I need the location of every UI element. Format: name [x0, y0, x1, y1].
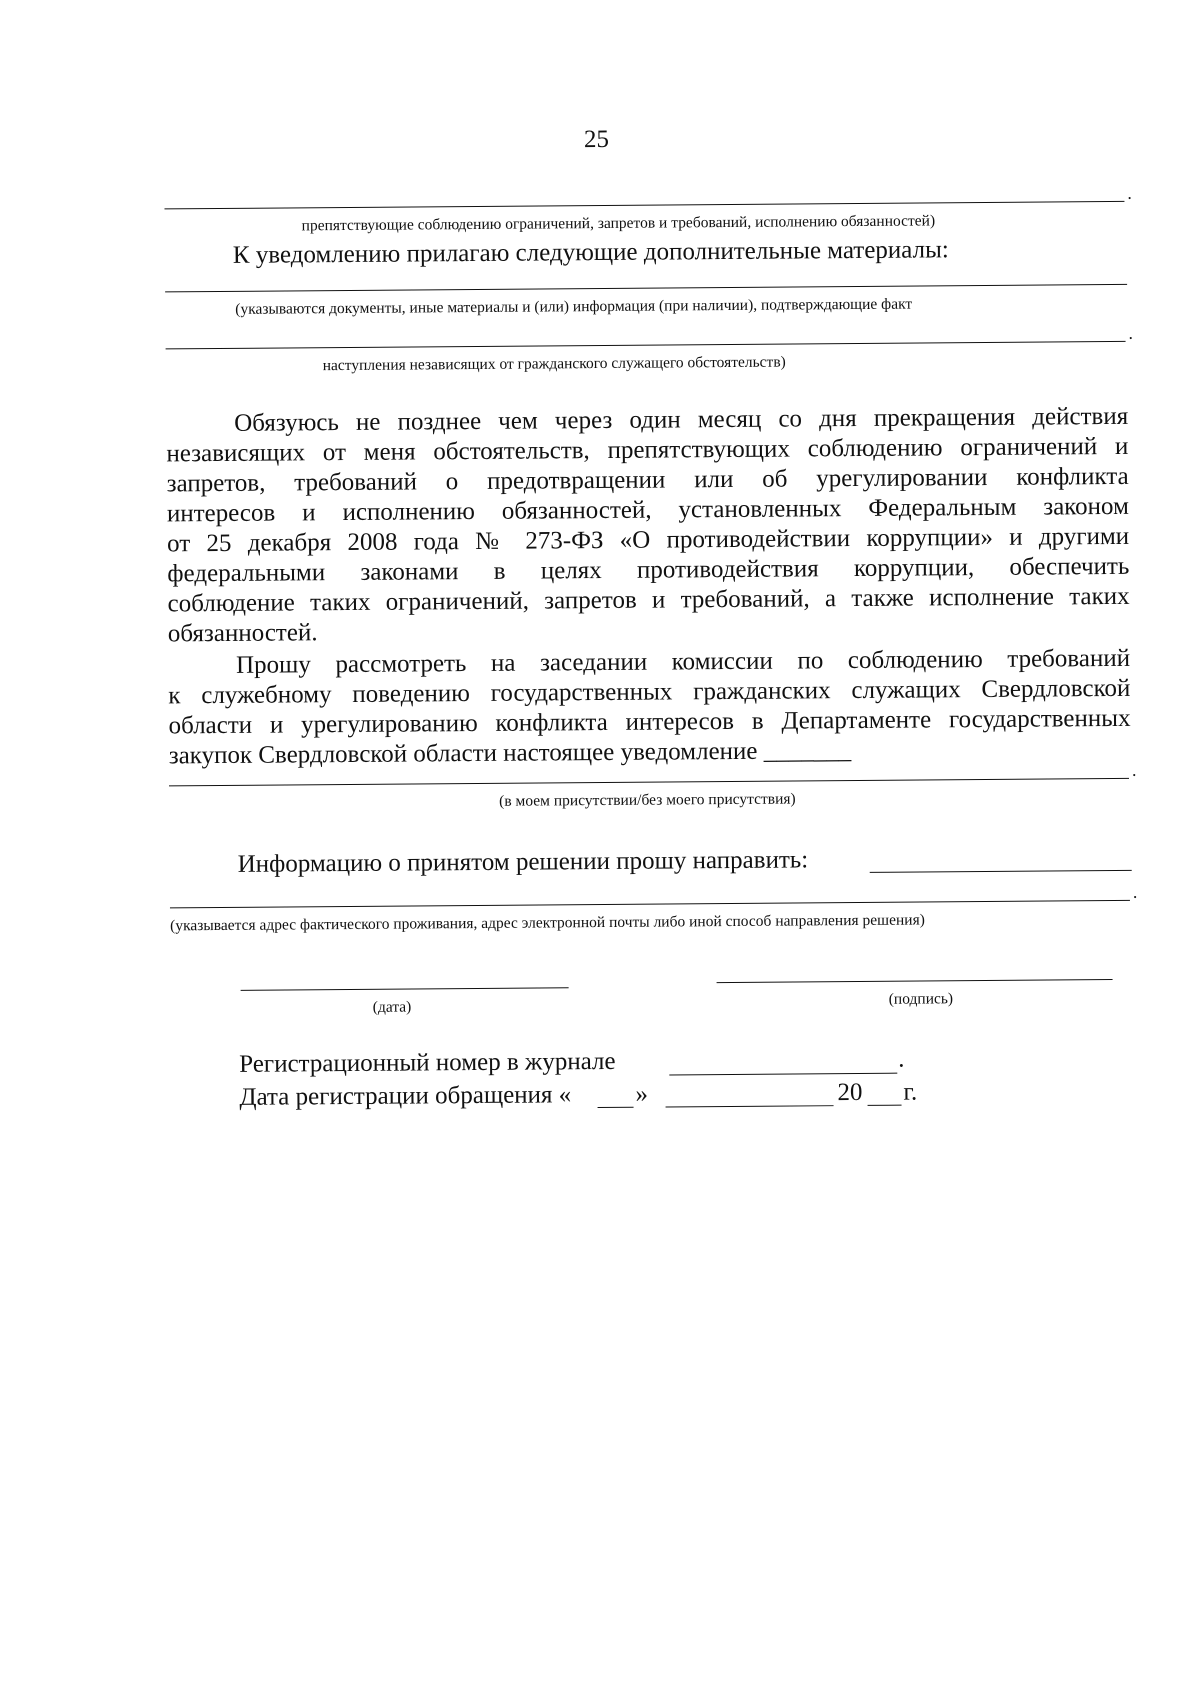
fill-line-attachments-2[interactable]: [166, 341, 1126, 350]
caption-obstacles: препятствующие соблюдению ограничений, запретов и требований, исполнению обязанностей): [301, 212, 936, 235]
fill-line-attachments-1[interactable]: [165, 284, 1127, 293]
paragraph-line: Обязуюсь не позднее чем через один месяц со дня прекращения действия: [234, 402, 1129, 437]
paragraph-line: области и урегулированию конфликта интересов в Департаменте государственных: [168, 704, 1131, 740]
fill-line-info-inline[interactable]: [870, 870, 1132, 873]
line-end-period: .: [1131, 759, 1137, 780]
registration-number-label: Регистрационный номер в журнале: [239, 1047, 616, 1078]
request-paragraph: [168, 644, 1131, 772]
date-signature-line[interactable]: [241, 987, 569, 991]
year-prefix: 20: [837, 1078, 863, 1107]
registration-day-field[interactable]: [598, 1107, 634, 1108]
year-suffix: г.: [903, 1078, 918, 1106]
caption-presence: (в моем присутствии/без моего присутствия): [499, 790, 796, 810]
info-request-label: Информацию о принятом решении прошу направить:: [237, 846, 809, 878]
caption-documents-line-1: (указываются документы, иные материалы и (или) информация (при наличии), подтверждающие факт: [235, 295, 913, 318]
paragraph-line: закупок Свердловской области настоящее уведомление _______: [168, 737, 852, 770]
paragraph-line: независящих от меня обстоятельств, препятствующих соблюдению ограничений и: [166, 432, 1129, 468]
caption-signature: (подпись): [888, 990, 954, 1008]
caption-address: (указывается адрес фактического проживания, адрес электронной почты либо иной способ направления решения): [170, 911, 925, 935]
registration-year-field[interactable]: [868, 1105, 902, 1106]
paragraph-line: Прошу рассмотреть на заседании комиссии по соблюдению требований: [235, 644, 1131, 679]
fill-line-obstacles[interactable]: [164, 201, 1124, 210]
paragraph-line: от 25 декабря 2008 года № 273-ФЗ «О противодействии коррупции» и другими: [167, 522, 1130, 558]
attachments-heading: К уведомлению прилагаю следующие дополнительные материалы:: [232, 236, 949, 269]
registration-date-label: Дата регистрации обращения «: [239, 1081, 572, 1111]
caption-documents-line-2: наступления независящих от гражданского служащего обстоятельств): [322, 353, 786, 375]
line-end-period: .: [1127, 182, 1132, 203]
line-end-period: .: [1132, 881, 1138, 902]
fill-line-address[interactable]: [170, 900, 1130, 909]
registration-number-field[interactable]: [669, 1073, 897, 1076]
fill-line-presence[interactable]: [169, 778, 1129, 787]
paragraph-line: обязанностей.: [167, 619, 318, 648]
signature-line[interactable]: [717, 979, 1113, 983]
line-end-period: .: [898, 1045, 905, 1073]
paragraph-line: федеральными законами в целях противодействия коррупции, обеспечить: [167, 552, 1130, 588]
paragraph-line: интересов и исполнению обязанностей, установленных Федеральным законом: [166, 492, 1129, 528]
page-number: 25: [583, 125, 610, 154]
registration-date-close: »: [635, 1080, 649, 1108]
paragraph-line: соблюдение таких ограничений, запретов и требований, а также исполнение таких: [167, 582, 1130, 618]
line-end-period: .: [1128, 322, 1134, 343]
paragraph-line: запретов, требований о предотвращении или об урегулировании конфликта: [166, 462, 1129, 498]
paragraph-line: к служебному поведению государственных гражданских служащих Свердловской: [168, 674, 1131, 710]
registration-month-field[interactable]: [666, 1105, 834, 1107]
caption-date: (дата): [372, 998, 412, 1016]
commitment-paragraph: [166, 402, 1130, 650]
